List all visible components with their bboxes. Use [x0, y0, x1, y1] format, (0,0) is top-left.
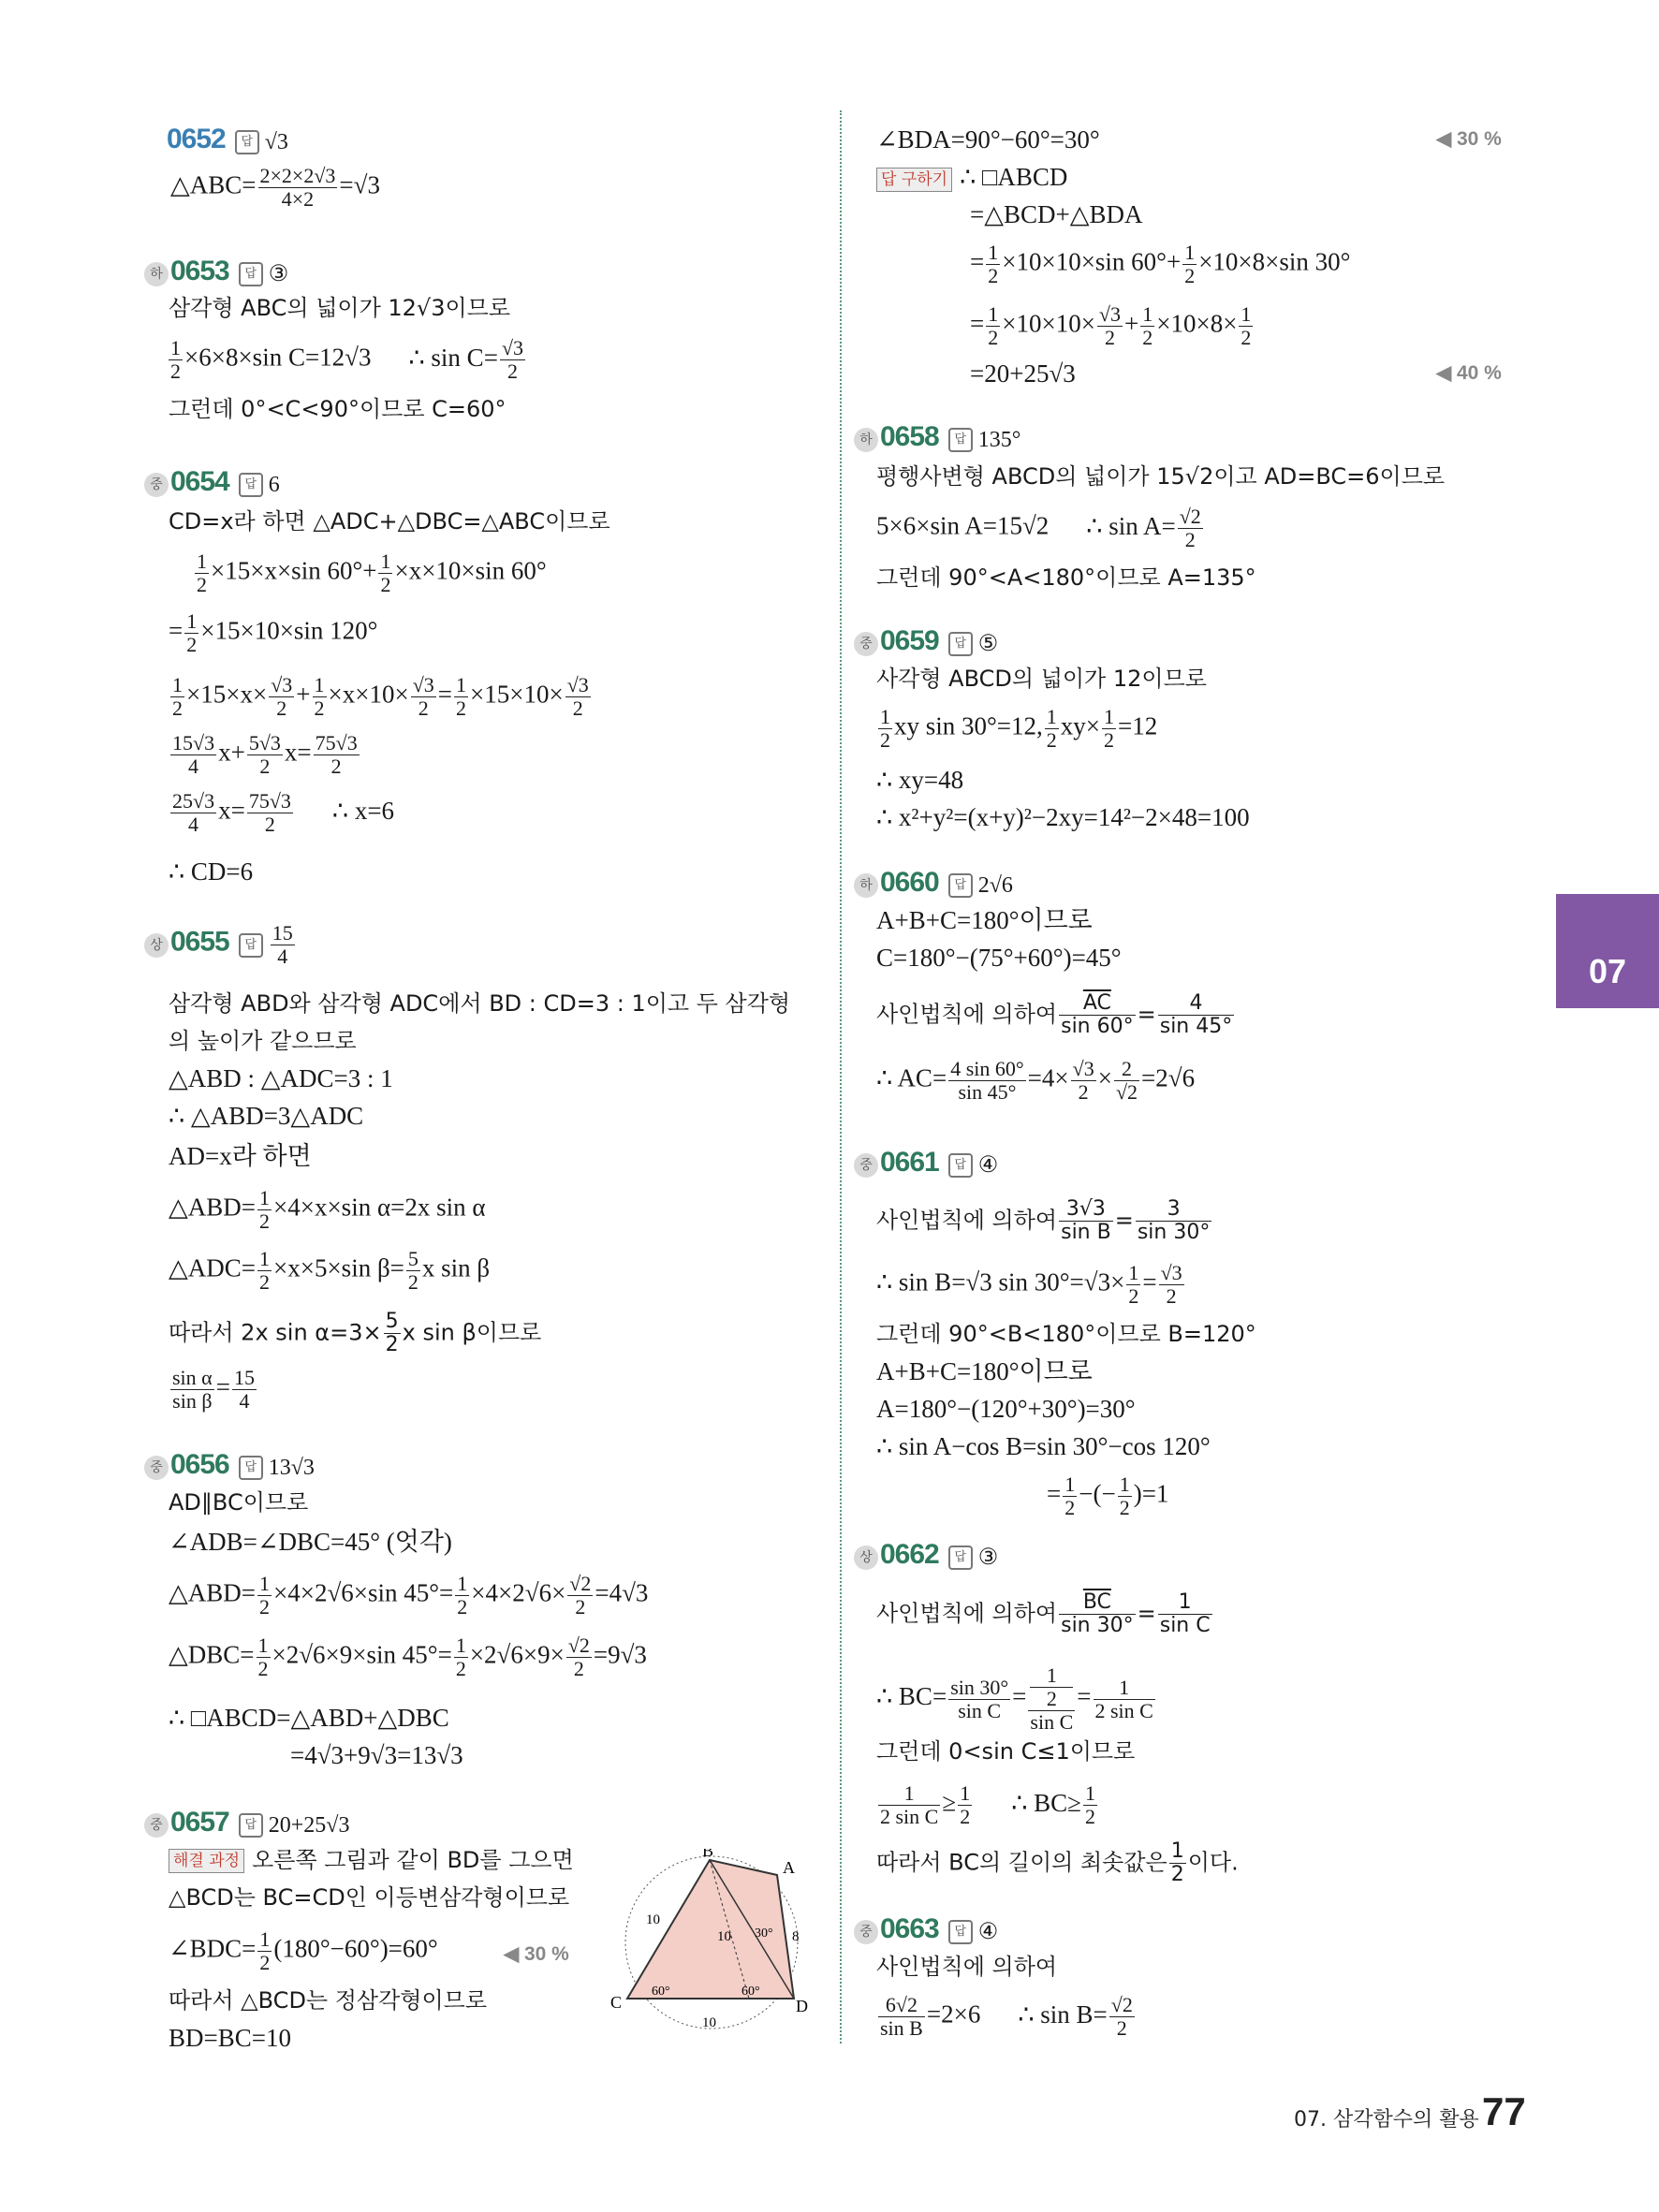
problem-0656-line6: =4√3+9√3=13√3	[290, 1741, 463, 1769]
problem-0663-line2: $\frac{6√2}{\text{sin B}}$ =2×6 ∴ sin B= $\frac{√2}{2}$	[880, 1993, 1133, 2040]
vertex-A-label: A	[783, 1858, 795, 1877]
problem-0662-line5: 따라서 BC의 길이의 최솟값은 $\frac{1}{2}$ 이다.	[876, 1839, 1239, 1886]
answer: 13√3	[268, 1455, 315, 1480]
level-mid-icon: 중	[854, 1920, 878, 1944]
answer-icon: 답	[239, 1456, 263, 1480]
level-mid-icon: 중	[144, 473, 169, 497]
problem-0662-line4: $\frac{1}{\text{2 sin C}}$ ≥ $\frac{1}{2}$ ∴ BC≥ $\frac{1}{2}$	[880, 1781, 1095, 1828]
problem-0658-line1: 평행사변형 ABCD의 넓이가 15√2이고 AD=BC=6이므로	[876, 463, 1446, 490]
problem-0653-header	[144, 256, 288, 290]
problem-0657-line1: 해결 과정 오른쪽 그림과 같이 BD를 그으면	[169, 1844, 574, 1876]
problem-0661-line6: ∴ sin A−cos B=sin 30°−cos 120°	[876, 1432, 1211, 1460]
problem-0654-header	[144, 466, 280, 501]
problem-0657-line2: △BCD는 BC=CD인 이등변삼각형이므로	[169, 1884, 570, 1911]
percent-40-marker: ◀ 40 %	[1436, 362, 1502, 384]
problem-0659-line4: ∴ x²+y²=(x+y)²−2xy=14²−2×48=100	[876, 803, 1250, 831]
answer-icon: 답	[239, 262, 263, 286]
problem-0656-line5: ∴ □ABCD=△ABD+△DBC	[169, 1704, 449, 1732]
level-mid-icon: 중	[854, 1153, 878, 1178]
problem-0657-right-line3: =△BCD+△BDA	[970, 200, 1143, 228]
problem-0657-right-line5: = $\frac{1}{2}$ ×10×10× $\frac{√3}{2}$ + $\frac{1}{2}$ ×10×8× $\frac{1}{2}$	[970, 302, 1252, 349]
problem-0659-line3: ∴ xy=48	[876, 766, 964, 794]
problem-0660-header	[854, 867, 1013, 901]
side-label: 10	[717, 1929, 731, 1944]
problem-0656-line2: ∠ADB=∠DBC=45° (엇각)	[169, 1528, 452, 1556]
problem-0663-line1: 사인법칙에 의하여	[876, 1954, 1058, 1980]
problem-number: 0655	[170, 926, 229, 958]
answer-icon: 답	[948, 428, 973, 452]
problem-0662-header	[854, 1539, 998, 1574]
problem-0655-line1: 삼각형 ABD와 삼각형 ADC에서 BD : CD=3 : 1이고 두 삼각형	[169, 990, 791, 1017]
problem-0654-line6: $\frac{25√3}{4}$ x= $\frac{75√3}{2}$ ∴ x=6	[172, 789, 395, 836]
problem-number: 0660	[880, 867, 939, 898]
vertex-C-label: C	[610, 1993, 623, 2012]
problem-0656-header	[144, 1449, 315, 1484]
problem-0654-line4: $\frac{1}{2}$ ×15×x× $\frac{√3}{2}$ + $\frac{1}{2}$ ×x×10× $\frac{√3}{2}$ = $\frac{1}{2}$ ×15×10× $\frac{√3}{2}$	[172, 673, 589, 720]
problem-0661-line1: 사인법칙에 의하여 $\frac{3√3}{\text{sin B}}$ = $\frac{3}{\sin 30^\circ}$	[876, 1197, 1211, 1244]
problem-0653-line2: $\frac{1}{2}$ ×6×8×sin C=12√3 ∴ sin C= $\frac{√3}{2}$	[170, 336, 524, 383]
answer: 20+25√3	[268, 1812, 350, 1838]
chapter-tab: 07	[1556, 894, 1659, 1008]
angle-label: 60°	[652, 1985, 670, 1999]
problem-0662-line2: ∴ BC= $\frac{\sin 30^\circ}{\text{sin C}}$ = 1 2 sin C = $\frac{1}{\text{2 sin C}}$	[876, 1663, 1153, 1734]
answer: ③	[977, 1545, 999, 1570]
problem-0654-line5: $\frac{15√3}{4}$ x+ $\frac{5√3}{2}$ x= $\frac{75√3}{2}$	[172, 731, 358, 778]
problem-0661-line2: ∴ sin B=√3 sin 30°=√3× $\frac{1}{2}$ = $\frac{√3}{2}$	[876, 1261, 1182, 1308]
problem-0654-line2: $\frac{1}{2}$ ×15×x×sin 60°+ $\frac{1}{2}$ ×x×10×sin 60°	[197, 549, 547, 596]
problem-0652-line1: △ABC= $\frac{2\times 2\times 2√3}{4\times 2}$ =√3	[170, 164, 380, 211]
problem-0660-line3: 사인법칙에 의하여 $\frac{\overline{AC}}{\sin 60^\circ}$ = $\frac{4}{\sin 45^\circ}$	[876, 991, 1233, 1038]
problem-0657-right-line4: = $\frac{1}{2}$ ×10×10×sin 60°+ $\frac{1}{2}$ ×10×8×sin 30°	[970, 241, 1351, 287]
level-mid-icon: 중	[854, 632, 878, 656]
problem-0660-line4: ∴ AC= $\frac{4 \sin 60^\circ}{\sin 45^\circ}$ =4× $\frac{√3}{2}$ × $\frac{2}{√2}$ =2√6	[876, 1057, 1196, 1104]
problem-0656-line1: AD∥BC이므로	[169, 1489, 309, 1516]
level-mid-icon: 중	[144, 1456, 169, 1480]
problem-0656-line4: △DBC= $\frac{1}{2}$ ×2√6×9×sin 45°= $\frac{1}{2}$ ×2√6×9× $\frac{√2}{2}$ =9√3	[169, 1633, 647, 1680]
level-low-icon: 하	[854, 873, 878, 898]
problem-0656-line3: △ABD= $\frac{1}{2}$ ×4×2√6×sin 45°= $\frac{1}{2}$ ×4×2√6× $\frac{√2}{2}$ =4√3	[169, 1572, 649, 1619]
answer-icon: 답	[948, 632, 973, 656]
percent-30-marker: ◀ 30 %	[504, 1943, 569, 1965]
problem-number: 0656	[170, 1449, 229, 1480]
problem-0658-line2: 5×6×sin A=15√2 ∴ sin A= $\frac{√2}{2}$	[876, 505, 1201, 551]
answer-tag: 답 구하기	[876, 168, 952, 192]
problem-0652-header	[167, 124, 288, 158]
vertex-D-label: D	[796, 1997, 808, 2015]
problem-0654-line1: CD=x라 하면 △ADC+△DBC=△ABC이므로	[169, 508, 610, 535]
angle-label: 60°	[741, 1985, 760, 1999]
solution-tag: 해결 과정	[169, 1849, 244, 1873]
problem-0659-line2: $\frac{1}{2}$ xy sin 30°=12, $\frac{1}{2}$ xy× $\frac{1}{2}$ =12	[880, 705, 1158, 752]
problem-0654-line3: = $\frac{1}{2}$ ×15×10×sin 120°	[169, 609, 378, 656]
footer-chapter-title: 07. 삼각함수의 활용	[1294, 2108, 1479, 2131]
side-label: 10	[702, 2015, 716, 2030]
column-divider	[840, 110, 842, 2044]
answer: ③	[268, 261, 289, 286]
answer: 135°	[977, 427, 1021, 452]
answer: 2√6	[977, 872, 1013, 898]
problem-0655-header	[144, 922, 297, 968]
problem-number: 0657	[170, 1807, 229, 1838]
fraction: $\frac{2\times 2\times 2√3}{4\times 2}$	[259, 164, 336, 211]
level-low-icon: 하	[854, 428, 878, 452]
problem-0655-line9: $\frac{\text{sin α}}{\text{sin β}}$ = $\frac{15}{4}$	[172, 1366, 255, 1413]
answer-icon: 답	[239, 473, 263, 497]
problem-number: 0659	[880, 625, 939, 656]
problem-0661-line3: 그런데 90°<B<180°이므로 B=120°	[876, 1321, 1256, 1347]
problem-0655-line4: ∴ △ABD=3△ADC	[169, 1102, 364, 1130]
answer-icon: 답	[948, 873, 973, 898]
level-high-icon: 상	[144, 933, 169, 958]
problem-number: 0663	[880, 1913, 939, 1944]
vertex-B-label: B	[702, 1849, 714, 1860]
answer: $\frac{15}{4}$	[272, 921, 293, 968]
level-low-icon: 하	[144, 262, 169, 286]
problem-0655-line3: △ABD : △ADC=3 : 1	[169, 1064, 393, 1092]
answer-icon: 답	[948, 1920, 973, 1944]
problem-0657-line3: ∠BDC= $\frac{1}{2}$ (180°−60°)=60°	[169, 1927, 438, 1974]
problem-0655-line8: 따라서 2x sin α=3× $\frac{5}{2}$ x sin β이므로	[169, 1310, 542, 1356]
problem-number: 0653	[170, 256, 229, 286]
angle-label: 30°	[755, 1926, 773, 1941]
problem-0662-line1: 사인법칙에 의하여 $\frac{\overline{BC}}{\sin 30^\circ}$ = $\frac{1}{\text{sin C}}$	[876, 1590, 1211, 1637]
problem-0654-line7: ∴ CD=6	[169, 857, 254, 886]
problem-number: 0658	[880, 421, 939, 452]
problem-0655-line7: △ADC= $\frac{1}{2}$ ×x×5×sin β= $\frac{5}{2}$ x sin β	[169, 1247, 491, 1294]
side-label: 10	[646, 1912, 660, 1927]
problem-0653-line3: 그런데 0°<C<90°이므로 C=60°	[169, 396, 507, 422]
problem-0661-line7: = $\frac{1}{2}$ −(− $\frac{1}{2}$ )=1	[1047, 1472, 1169, 1519]
answer-icon: 답	[239, 933, 263, 958]
figure-svg	[609, 1849, 815, 2036]
answer-icon: 답	[239, 1813, 263, 1838]
level-high-icon: 상	[854, 1545, 878, 1570]
problem-0663-header	[854, 1913, 998, 1948]
answer-icon: 답	[948, 1545, 973, 1570]
problem-number: 0654	[170, 466, 229, 497]
problem-0661-line5: A=180°−(120°+30°)=30°	[876, 1395, 1136, 1423]
problem-0659-line1: 사각형 ABCD의 넓이가 12이므로	[876, 666, 1207, 692]
problem-0660-line2: C=180°−(75°+60°)=45°	[876, 944, 1122, 972]
side-label: 8	[792, 1929, 800, 1944]
answer: ④	[977, 1919, 999, 1944]
problem-0657-header	[144, 1807, 349, 1841]
problem-number: 0652	[167, 124, 226, 154]
problem-0657-right-line6: =20+25√3	[970, 359, 1076, 388]
problem-0655-line5: AD=x라 하면	[169, 1142, 312, 1170]
problem-0655-line6: △ABD= $\frac{1}{2}$ ×4×x×sin α=2x sin α	[169, 1186, 486, 1233]
answer: 6	[268, 472, 280, 497]
problem-0658-header	[854, 421, 1020, 456]
answer: ④	[977, 1152, 999, 1178]
problem-0657-right-line2: 답 구하기 ∴ □ABCD	[876, 161, 1067, 193]
page-number: 77	[1482, 2089, 1526, 2133]
answer-icon: 답	[948, 1153, 973, 1178]
quadrilateral-figure	[609, 1849, 815, 2041]
problem-0661-header	[854, 1147, 998, 1181]
problem-0653-line1: 삼각형 ABC의 넓이가 12√3이므로	[169, 295, 511, 321]
problem-number: 0662	[880, 1539, 939, 1570]
problem-0660-line1: A+B+C=180°이므로	[876, 906, 1093, 934]
problem-0657-line5: BD=BC=10	[169, 2024, 291, 2052]
percent-30-marker: ◀ 30 %	[1436, 128, 1502, 150]
problem-0659-header	[854, 625, 998, 660]
problem-0658-line3: 그런데 90°<A<180°이므로 A=135°	[876, 564, 1256, 591]
problem-0655-line2: 의 높이가 같으므로	[169, 1028, 357, 1054]
answer: √3	[264, 129, 288, 154]
problem-0662-line3: 그런데 0<sin C≤1이므로	[876, 1738, 1136, 1765]
answer-icon: 답	[235, 130, 259, 154]
level-mid-icon: 중	[144, 1813, 169, 1838]
answer: ⑤	[977, 631, 999, 656]
problem-0657-right-line1: ∠BDA=90°−60°=30°	[876, 125, 1100, 154]
problem-number: 0661	[880, 1147, 939, 1178]
problem-0657-line4: 따라서 △BCD는 정삼각형이므로	[169, 1987, 488, 2014]
problem-0661-line4: A+B+C=180°이므로	[876, 1357, 1093, 1385]
